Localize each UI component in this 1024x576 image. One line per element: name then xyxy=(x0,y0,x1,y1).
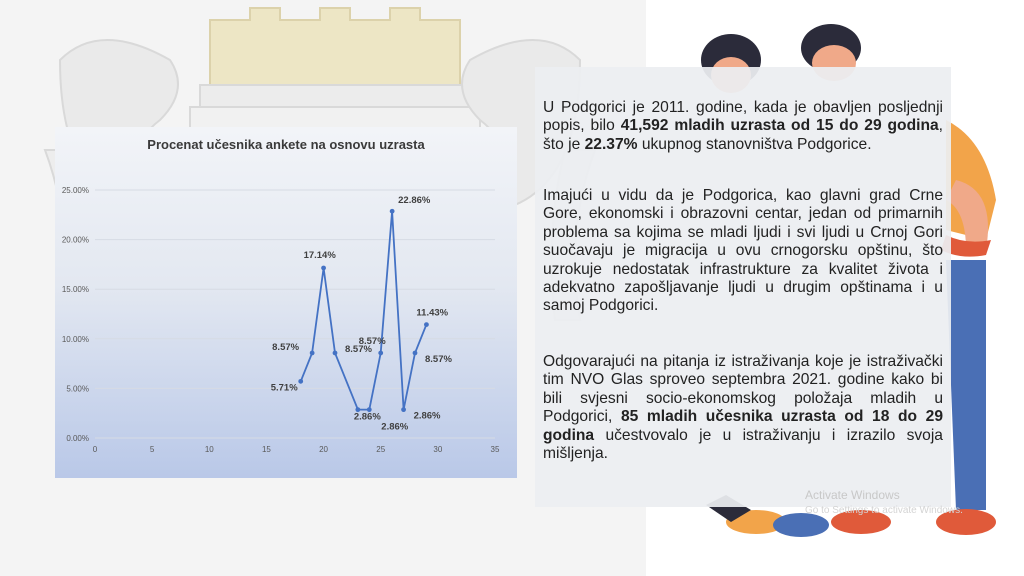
data-point xyxy=(333,351,338,356)
data-label: 8.57% xyxy=(358,335,386,347)
data-label: 8.57% xyxy=(345,343,372,355)
x-tick-label: 10 xyxy=(204,445,214,454)
data-point xyxy=(378,351,383,356)
chart-card xyxy=(55,127,517,478)
paragraph-census-text-c: , što je xyxy=(543,117,943,153)
x-tick-label: 35 xyxy=(490,445,500,454)
y-tick-label: 20.00% xyxy=(61,235,89,245)
data-label: 2.86% xyxy=(381,421,409,433)
x-tick-label: 20 xyxy=(319,445,329,454)
series-line xyxy=(301,211,427,409)
data-label: 8.57% xyxy=(272,341,300,353)
data-label: 22.86% xyxy=(398,195,431,207)
x-tick-label: 15 xyxy=(261,445,271,454)
paragraph-migration: Imajući u vidu da je Podgorica, kao glavni grad Crne Gore, ekonomski i obrazovni centar, jedan od primarnih problema sa kojima se mladi ljudi i svi ljudi u Crnoj Gori suočavaju je migracija u ovu crnogorsku opštinu, što uzrokuje nedostatak infrastrukture za kvalitet života i adekvatno zapošljavanje ljudi u drugim opštinama i u samoj Podgorici. xyxy=(543,187,943,315)
y-tick-label: 5.00% xyxy=(66,384,89,394)
paragraph-survey-highlight: 85 mladih učesnika uzrasta od 18 do 29 godina xyxy=(543,408,943,444)
data-label: 2.86% xyxy=(413,410,441,422)
line-chart xyxy=(55,127,517,478)
data-point xyxy=(390,209,395,214)
data-point xyxy=(321,266,326,271)
y-tick-label: 10.00% xyxy=(61,334,89,344)
data-point xyxy=(413,351,418,356)
paragraph-survey-text-a: Odgovarajući na pitanja iz istraživanja koje je istraživački tim NVO Glas sproveo septembra 2021. godine kako bi bili svjesni socio-ekonomskog položaja mladih u Podgorici, xyxy=(543,353,943,426)
data-label: 17.14% xyxy=(303,249,336,261)
paragraph-survey-text-c: učestvovalo je u istraživanju i izrazilo svoja mišljenja. xyxy=(543,426,943,463)
x-tick-label: 5 xyxy=(149,445,155,454)
paragraph-census-highlight-percent: 22.37% xyxy=(584,135,638,153)
data-point xyxy=(424,322,429,327)
y-tick-label: 25.00% xyxy=(61,186,89,195)
activate-windows-watermark: Activate Windows xyxy=(805,488,900,502)
activate-windows-hint: Go to Settings to activate Windows. xyxy=(805,505,963,516)
paragraph-census-highlight-count: 41,592 mladih uzrasta od 15 do 29 godina xyxy=(620,117,939,135)
y-tick-label: 15.00% xyxy=(61,285,89,295)
paragraph-survey xyxy=(543,353,943,463)
data-point xyxy=(401,407,406,412)
y-tick-label: 0.00% xyxy=(66,434,89,443)
data-point xyxy=(310,351,315,356)
paragraph-census xyxy=(543,99,943,154)
data-point xyxy=(298,379,303,384)
x-tick-label: 25 xyxy=(376,445,386,454)
paragraph-census-text-e: ukupnog stanovništva Podgorice. xyxy=(637,135,872,153)
paragraph-census-text-a: U Podgorici je 2011. godine, kada je obavljen posljednji popis, bilo xyxy=(543,99,943,135)
data-label: 2.86% xyxy=(353,411,381,423)
data-label: 5.71% xyxy=(270,382,298,394)
chart-title: Procenat učesnika ankete na osnovu uzrasta xyxy=(147,137,425,152)
text-panel xyxy=(535,67,951,507)
x-tick-label: 0 xyxy=(92,445,98,454)
x-tick-label: 30 xyxy=(433,445,443,454)
data-label: 11.43% xyxy=(416,307,449,319)
data-label: 8.57% xyxy=(425,353,452,365)
